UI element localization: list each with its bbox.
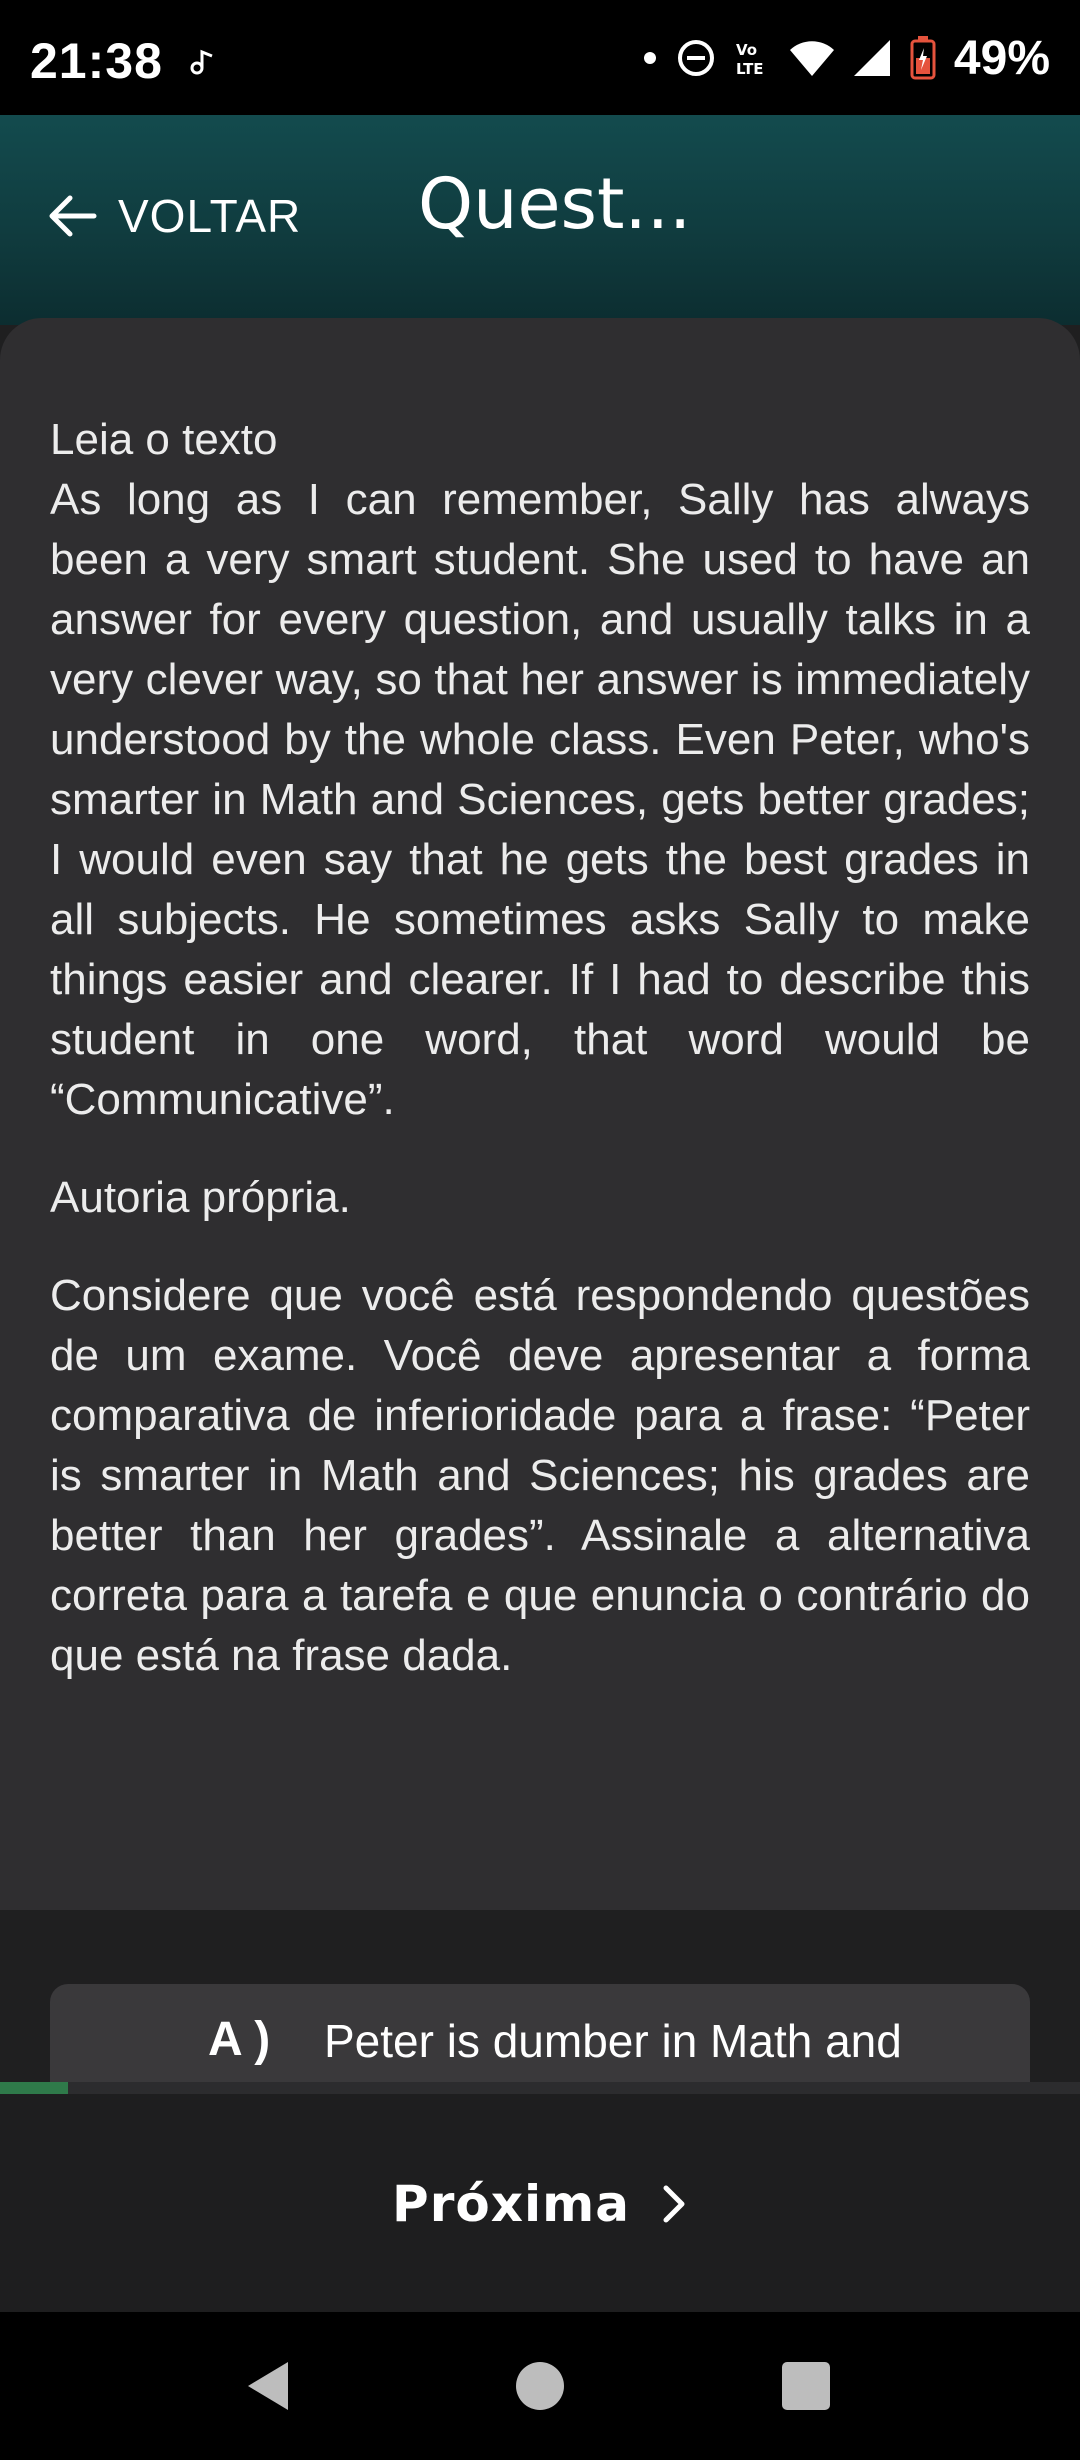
nav-recents-icon[interactable]: [776, 2356, 836, 2416]
next-label: Próxima: [392, 2175, 630, 2233]
question-prompt: Considere que você está respondendo questões de um exame. Você deve apresentar a forma comparativa de inferioridade para a frase: “Peter is smarter in Math and Sciences; his grades are better than her grades”. Assinale a alternativa correta para a tarefa e que enuncia o contrário do que está na frase dada.: [50, 1271, 1030, 1680]
status-icons: [642, 30, 1050, 86]
next-button[interactable]: [380, 2154, 700, 2254]
battery-percent: 49%: [953, 31, 1050, 85]
back-button[interactable]: [44, 171, 301, 261]
app-header: [0, 115, 1080, 325]
option-letter: A ): [208, 2013, 271, 2066]
nav-back-icon[interactable]: [240, 2356, 300, 2416]
system-nav-bar: [0, 2312, 1080, 2460]
status-time: 21:38: [30, 33, 163, 89]
page-title: Quest...: [418, 163, 692, 245]
options-list: [0, 1910, 1080, 2082]
music-note-icon: [188, 46, 218, 76]
bottom-bar: [0, 2094, 1080, 2312]
passage-text: As long as I can remember, Sally has always been a very smart student. She used to have an answer for every question, and usually talks in a very clever way, so that her answer is immediately understood by the whole class. Even Peter, who's smarter in Math and Sciences, gets better grades; I would even say that he gets the best grades in all subjects. He sometimes asks Sally to make things easier and clearer. If I had to describe this student in one word, that word would be “Communicative”.: [50, 475, 1030, 1124]
progress-bar: [0, 2082, 1080, 2094]
option-text: Peter is dumber in Math and: [324, 2015, 902, 2067]
volte-icon: [734, 38, 772, 78]
wifi-icon: [790, 38, 834, 78]
progress-fill: [0, 2082, 68, 2094]
signal-icon: [852, 38, 892, 78]
do-not-disturb-icon: [676, 38, 716, 78]
status-bar: [0, 0, 1080, 115]
chevron-right-icon: [658, 2182, 688, 2226]
option-a[interactable]: [50, 1984, 1030, 2082]
source-text: Autoria própria.: [50, 1173, 351, 1222]
back-label: VOLTAR: [118, 190, 302, 242]
battery-icon: [910, 36, 936, 80]
question-intro: Leia o texto: [50, 415, 278, 464]
question-text: [50, 410, 1030, 1686]
svg-text:Vo: Vo: [735, 41, 758, 59]
svg-text:LTE: LTE: [735, 60, 764, 78]
nav-home-icon[interactable]: [510, 2356, 570, 2416]
arrow-left-icon: [44, 188, 100, 244]
question-card: [0, 318, 1080, 1910]
dot-icon: [642, 50, 658, 66]
